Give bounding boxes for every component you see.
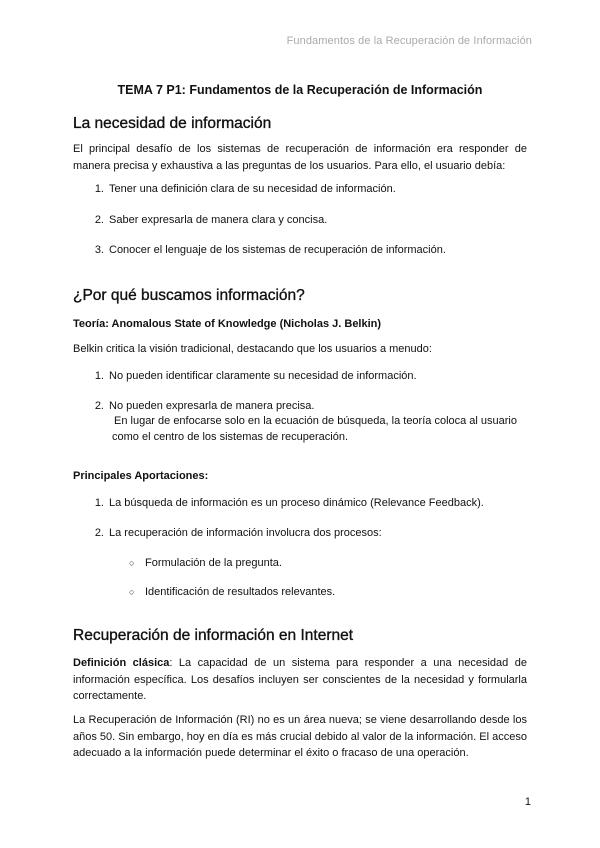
list-number: 1. xyxy=(94,370,104,382)
list-continuation-text: En lugar de enfocarse solo en la ecuación de búsqueda, la teoría coloca al usuario como el centro de los sistemas de recuperación. xyxy=(112,415,517,443)
list-number: 2. xyxy=(94,527,104,539)
list-number: 1. xyxy=(94,497,104,509)
list-number: 2. xyxy=(94,400,104,412)
circle-bullet-icon: ○ xyxy=(129,558,135,568)
definition-text: : La capacidad de un sistema para responder a una necesidad de información específica. Los desafíos incluyen ser conscientes de la necesidad y formularla correctamente. xyxy=(73,657,527,702)
section2-paragraph: Belkin critica la visión tradicional, destacando que los usuarios a menudo: xyxy=(73,343,432,355)
section1-paragraph: El principal desafío de los sistemas de recuperación de información era responder de manera precisa y exhaustiva a las preguntas de los usuarios. Para ello, el usuario debía: xyxy=(73,143,527,172)
list-text: No pueden identificar claramente su necesidad de información. xyxy=(109,370,417,382)
list-text: Saber expresarla de manera clara y concisa. xyxy=(109,214,328,226)
definition-label: Definición clásica xyxy=(73,657,170,669)
sub-list-text: Identificación de resultados relevantes. xyxy=(145,586,336,598)
list-text: Tener una definición clara de su necesidad de información. xyxy=(109,183,396,195)
list-text: La recuperación de información involucra dos procesos: xyxy=(109,527,382,539)
contributions-heading: Principales Aportaciones: xyxy=(73,470,209,482)
section3-paragraph: La Recuperación de Información (RI) no es un área nueva; se viene desarrollando desde los años 50. Sin embargo, hoy en día es más crucial debido al valor de la información. El acceso adecuado a la información puede determinar el éxito o fracaso de una operación. xyxy=(73,714,527,759)
list-number: 1. xyxy=(94,183,104,195)
list-number: 2. xyxy=(94,214,104,226)
sub-list-text: Formulación de la pregunta. xyxy=(145,557,282,569)
list-number: 3. xyxy=(94,244,104,256)
definition-paragraph xyxy=(73,655,527,705)
theory-subheading: Teoría: Anomalous State of Knowledge (Nicholas J. Belkin) xyxy=(73,318,382,330)
list-text: Conocer el lenguaje de los sistemas de recuperación de información. xyxy=(109,244,446,256)
circle-bullet-icon: ○ xyxy=(129,587,135,597)
section-heading-internet: Recuperación de información en Internet xyxy=(73,627,354,644)
section-heading-por-que: ¿Por qué buscamos información? xyxy=(73,287,305,304)
list-text: No pueden expresarla de manera precisa. xyxy=(109,400,315,412)
document-title: TEMA 7 P1: Fundamentos de la Recuperación de Información xyxy=(117,83,483,97)
list-text: La búsqueda de información es un proceso dinámico (Relevance Feedback). xyxy=(109,497,484,509)
section-heading-necesidad: La necesidad de información xyxy=(73,115,272,132)
page-number: 1 xyxy=(524,796,531,808)
running-header: Fundamentos de la Recuperación de Información xyxy=(286,35,532,47)
